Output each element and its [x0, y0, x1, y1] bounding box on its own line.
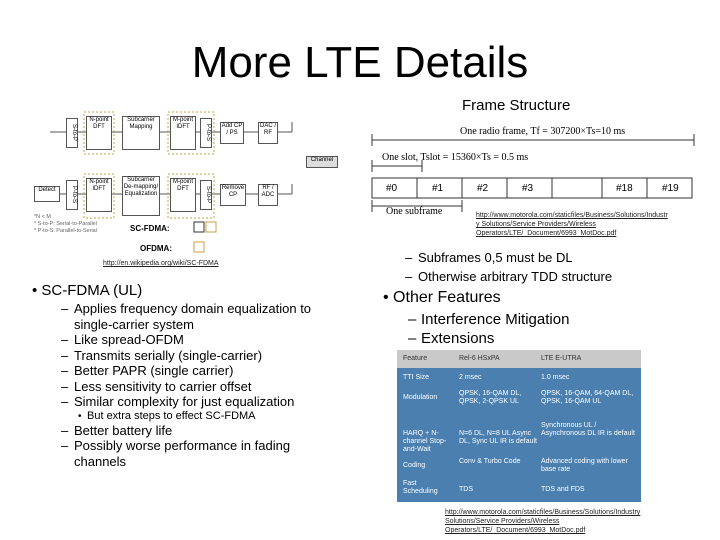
- radio-frame-label: One radio frame, Tf = 307200×Ts=10 ms: [460, 126, 626, 137]
- block-detect: Detect: [34, 186, 60, 202]
- other-features-heading: • Other Features: [383, 289, 501, 306]
- block-p-to-s-top: P-to-S: [200, 118, 212, 148]
- list-item: – Better PAPR (single carrier): [74, 363, 342, 379]
- slot-0: #0: [386, 183, 398, 194]
- block-p-to-s-bottom: P-to-S: [66, 180, 78, 210]
- table-cell: TTI Size: [403, 374, 430, 381]
- table-cell: TDS: [459, 486, 473, 493]
- comparison-table: [397, 350, 641, 502]
- sc-fdma-section: [32, 283, 342, 469]
- frame-structure-title: Frame Structure: [462, 97, 571, 114]
- list-item: – Otherwise arbitrary TDD structure: [418, 267, 612, 286]
- subframe-notes: [418, 248, 612, 286]
- table-cell: TDS and FDS: [541, 486, 585, 493]
- slot-19: #19: [662, 183, 679, 194]
- ofdma-label: OFDMA:: [140, 244, 172, 253]
- list-item: – Extensions: [421, 329, 569, 348]
- list-item: – Transmits serially (single-carrier): [74, 348, 342, 364]
- list-item: – Similar complexity for just equalization: [74, 394, 342, 410]
- motorola-link-top[interactable]: [476, 211, 708, 238]
- table-cell: Synchronous UL / Asynchronous DL IR is default: [541, 422, 635, 437]
- block-m-point-dft: M-point DFT: [170, 178, 196, 212]
- table-cell: Advanced coding with lower base rate: [541, 458, 628, 473]
- diagram-notes: [34, 214, 97, 235]
- table-cell: Modulation: [403, 394, 438, 401]
- block-subcarrier-mapping: Subcarrier Mapping: [122, 116, 160, 150]
- table-cell: QPSK, 16-QAM DL, QPSK, 2-QPSK UL: [459, 390, 522, 405]
- slide-title: More LTE Details: [191, 38, 529, 87]
- table-header-lte: LTE E-UTRA: [541, 355, 582, 362]
- list-item: – Possibly worse performance in fading channels: [74, 438, 342, 469]
- slot-1: #1: [432, 183, 444, 194]
- table-cell: Coding: [403, 462, 426, 469]
- sc-fdma-block-diagram: [30, 110, 340, 270]
- block-add-cp: Add CP / PS: [220, 122, 244, 144]
- motorola-link-bottom-line-1: http://www.motorola.com/staticfiles/Business/Solutions/Industry: [445, 509, 641, 516]
- slot-label: One slot, Tslot = 15360×Ts = 0.5 ms: [382, 152, 529, 163]
- sc-fdma-heading-text: SC-FDMA (UL): [41, 282, 143, 299]
- other-features-heading-text: Other Features: [393, 289, 501, 306]
- motorola-link-top-line-3: Operators/LTE/_Document/6993_MotDoc.pdf: [476, 230, 617, 237]
- table-cell: 2 msec: [459, 374, 482, 381]
- list-item: – Subframes 0,5 must be DL: [418, 248, 612, 267]
- block-s-to-p-top: S-to-P: [66, 118, 78, 148]
- sc-fdma-label: SC-FDMA:: [130, 224, 170, 233]
- list-item: – Better battery life: [74, 423, 342, 439]
- list-item: – Less sensitivity to carrier offset: [74, 379, 342, 395]
- block-remove-cp: Remove CP: [220, 184, 246, 206]
- slot-3: #3: [522, 183, 534, 194]
- motorola-link-top-line-1: http://www.motorola.com/staticfiles/Business/Solutions/Industr: [476, 212, 668, 219]
- block-dac-rf: DAC / RF: [258, 122, 278, 144]
- block-n-point-dft: N-point DFT: [86, 116, 112, 150]
- table-cell: N=6 DL, N=8 UL Async DL, Sync UL IR is default: [459, 430, 537, 445]
- subframe-label: One subframe: [386, 206, 443, 217]
- motorola-link-top-line-2: y Solutions/Service Providers/Wireless: [476, 221, 596, 228]
- sub-list-item: • But extra steps to effect SC-FDMA: [87, 410, 342, 423]
- note-n-lt-m: *N < M: [34, 214, 51, 220]
- table-cell: 1.0 msec: [541, 374, 570, 381]
- table-cell: QPSK, 16-QAM, 64-QAM DL, QPSK, 16-QAM UL: [541, 390, 634, 405]
- slot-2: #2: [477, 183, 489, 194]
- note-p-to-s: * P-to-S: Parallel-to-Serial: [34, 228, 97, 234]
- diagram-connectors: [30, 110, 340, 270]
- wikipedia-link[interactable]: http://en.wikipedia.org/wiki/SC-FDMA: [103, 260, 219, 267]
- note-s-to-p: * S-to-P: Serial-to-Parallel: [34, 221, 97, 227]
- other-features-list: [421, 310, 569, 348]
- motorola-link-bottom-line-2: Solutions/Service Providers/Wireless: [445, 518, 560, 525]
- list-item: – Interference Mitigation: [421, 310, 569, 329]
- table-cell: Conv & Turbo Code: [459, 458, 521, 465]
- sc-fdma-heading: • SC-FDMA (UL): [32, 282, 143, 299]
- block-subcarrier-demapping: Subcarrier De-mapping/ Equalization: [122, 176, 160, 216]
- channel-box: Channel: [306, 156, 338, 168]
- block-s-to-p-bottom: S-to-P: [200, 180, 212, 210]
- frame-structure-graphic: [370, 120, 696, 220]
- table-cell: HARQ + N-channel Stop-and-Wait: [403, 430, 447, 453]
- list-item: – Applies frequency domain equalization to single-carrier system: [74, 301, 342, 332]
- block-rf-adc: RF / ADC: [258, 184, 278, 206]
- table-header-feature: Feature: [403, 355, 428, 362]
- motorola-link-bottom-line-3: Operators/LTE/_Document/6993_MotDoc.pdf: [445, 527, 586, 534]
- list-item: – Like spread-OFDM: [74, 332, 342, 348]
- motorola-link-bottom[interactable]: [445, 508, 715, 535]
- table-header-rel6: Rel-6 HSxPA: [459, 355, 500, 362]
- table-cell: Fast Scheduling: [403, 480, 438, 495]
- block-m-point-idft: M-point IDFT: [170, 116, 196, 150]
- slot-18: #18: [616, 183, 633, 194]
- block-n-point-idft: N-point IDFT: [86, 178, 112, 212]
